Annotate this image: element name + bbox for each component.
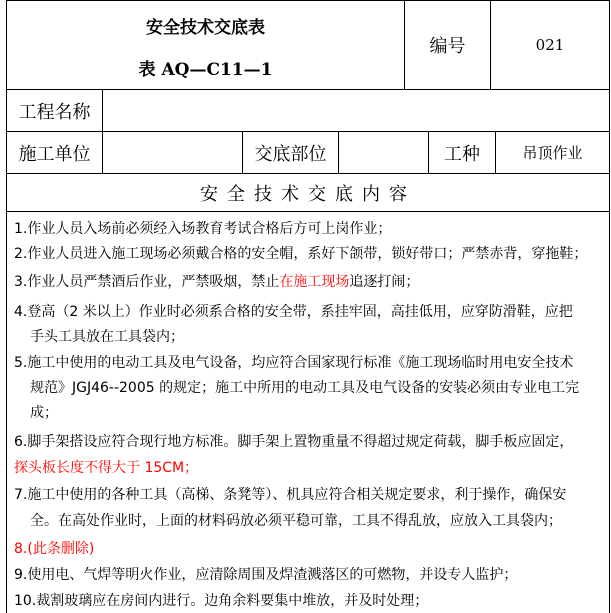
item-text: 9.使用电、气焊等明火作业，应清除周围及焊渣溅落区的可燃物，并设专人监护； — [14, 567, 518, 583]
trade-label: 工种 — [444, 143, 480, 165]
form-code: 表 AQ—C11—1 — [138, 59, 273, 80]
item-text-cont: 全。在高处作业时，上面的材料码放必须平稳可靠，工具不得乱放，应放入工具袋内； — [30, 513, 562, 529]
number-value: 021 — [535, 36, 565, 54]
item-text: 7.施工中使用的各种工具（高梯、条凳等）、机具应符合相关规定要求，利于操作，确保安 — [14, 487, 567, 503]
construction-unit-label: 施工单位 — [18, 143, 91, 165]
project-name-label: 工程名称 — [18, 101, 91, 123]
item-text-cont: 规范》JGJ46--2005 的规定；施工中所用的电动工具及电气设备的安装必须由专业电工完 — [30, 380, 580, 396]
list-item — [14, 565, 608, 585]
item-text: 4.登高（2 米以上）作业时必须系合格的安全带，系挂牢固，高挂低用，应穿防滑鞋，应把 — [14, 304, 573, 320]
list-item — [14, 591, 608, 611]
item-text: 追逐打闹； — [349, 274, 420, 290]
list-item-deleted — [14, 539, 608, 559]
item-text: 5.施工中使用的电动工具及电气设备，均应符合国家现行标准《施工现场临时用电安全技术 — [14, 355, 574, 371]
item-text: 8.(此条删除) — [14, 541, 95, 557]
row-divider — [6, 211, 610, 212]
list-item — [14, 219, 608, 239]
highlight-text: 在施工现场 — [279, 274, 350, 290]
list-item — [14, 482, 608, 534]
list-item — [14, 272, 608, 292]
item-text: 10.裁割玻璃应在房间内进行。边角余料要集中堆放，并及时处理； — [14, 593, 429, 609]
section-title: 安全技术交底内容 — [200, 183, 416, 205]
item-text-cont: 成； — [30, 405, 58, 421]
list-item — [14, 300, 608, 350]
handover-part-label: 交底部位 — [254, 143, 327, 165]
item-text: 3.作业人员严禁酒后作业，严禁吸烟，禁止 — [14, 274, 280, 290]
item-text: 1.作业人员入场前必须经入场教育考试合格后方可上岗作业； — [14, 221, 392, 237]
project-name-value — [103, 90, 609, 131]
handover-part-value — [339, 132, 428, 173]
list-item — [14, 429, 608, 481]
highlight-text: 探头板长度不得大于 15CM； — [14, 460, 199, 476]
item-text-cont: 手头工具放在工具袋内； — [30, 329, 184, 345]
item-text: 6.脚手架搭设应符合现行地方标准。脚手架上置物重量不得超过规定荷载，脚手板应固定， — [14, 434, 574, 450]
border-right — [609, 0, 610, 613]
construction-unit-value — [103, 132, 242, 173]
list-item — [14, 244, 608, 264]
item-text: 2.作业人员进入施工现场必须戴合格的安全帽，系好下颌带，锁好带口；严禁赤背，穿拖鞋； — [14, 246, 588, 262]
safety-handover-form — [6, 0, 610, 613]
number-label: 编号 — [429, 36, 466, 57]
form-title: 安全技术交底表 — [146, 17, 265, 38]
trade-value: 吊顶作业 — [522, 144, 583, 162]
list-item — [14, 351, 608, 426]
